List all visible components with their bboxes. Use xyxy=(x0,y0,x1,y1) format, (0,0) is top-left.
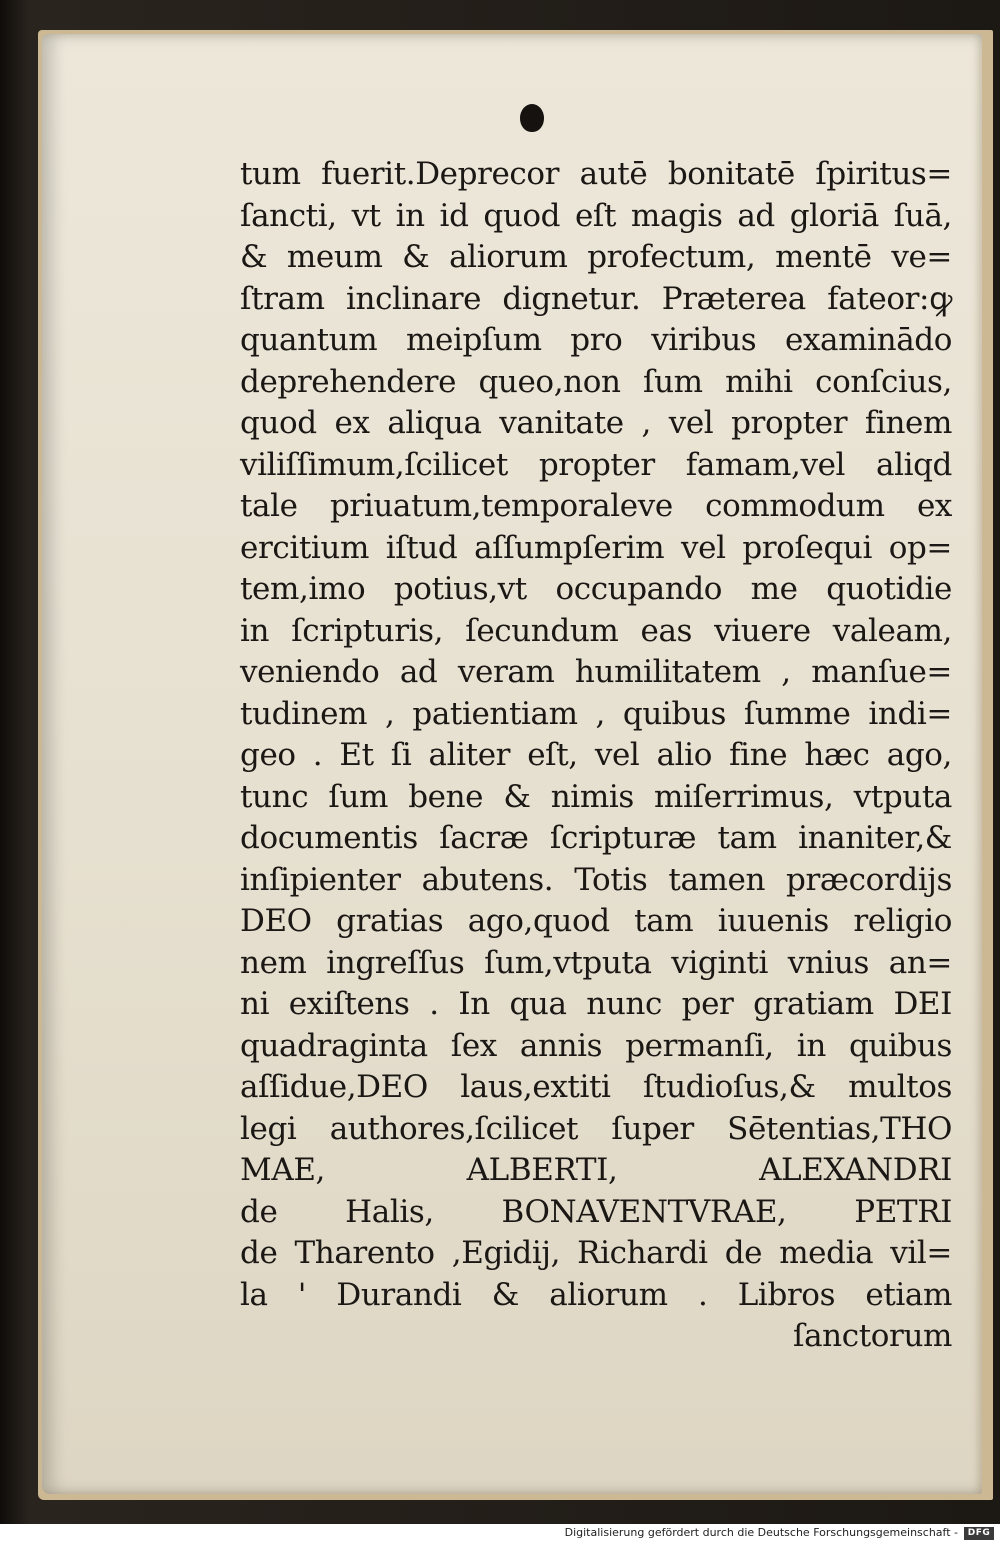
text-line: ercitium iſtud aſſumpſerim vel proſequi op= xyxy=(240,529,952,566)
text-line: & meum & aliorum profectum, mentē ve= xyxy=(240,239,952,275)
text-line: inſipienter abutens. Totis tamen præcordijs xyxy=(240,861,952,898)
text-line: la ' Durandi & aliorum . Libros etiam xyxy=(240,1276,952,1313)
footer-bar xyxy=(0,1524,1000,1544)
text-line: quod ex aliqua vanitate , vel propter finem xyxy=(240,405,952,441)
text-line: tudinem , patientiam , quibus ſumme indi= xyxy=(240,695,952,732)
text-line: legi authores,ſcilicet ſuper Sētentias,THO xyxy=(240,1110,952,1147)
text-line: geo . Et ſi aliter eſt, vel alio fine hæc ago, xyxy=(240,737,952,773)
footer-credit: Digitalisierung gefördert durch die Deutsche Forschungsgemeinschaft - xyxy=(564,1526,958,1539)
text-line: nem ingreſſus ſum,vtputa viginti vnius an= xyxy=(240,944,952,981)
text-line: documentis ſacræ ſcripturæ tam inaniter,& xyxy=(240,820,952,856)
text-line: tunc ſum bene & nimis miſerrimus, vtputa xyxy=(240,778,952,815)
text-line: tale priuatum,temporaleve commodum ex xyxy=(240,488,952,524)
catchword: ſanctorum xyxy=(793,1318,952,1354)
text-line: de Halis, BONAVENTVRAE, PETRI xyxy=(240,1193,952,1230)
text-line: DEO gratias ago,quod tam iuuenis religio xyxy=(240,903,952,939)
text-line: in ſcripturis, ſecundum eas viuere valeam, xyxy=(240,612,952,649)
text-line: veniendo ad veram humilitatem , manſue= xyxy=(240,654,952,690)
text-line: tum fuerit.Deprecor autē bonitatē ſpiritus= xyxy=(240,156,952,192)
text-line: quadraginta ſex annis permanſi, in quibus xyxy=(240,1027,952,1064)
dfg-logo: DFG xyxy=(964,1527,994,1540)
text-line: ni exiſtens . In qua nunc per gratiam DEI xyxy=(240,986,952,1022)
text-line: ſtram inclinare dignetur. Præterea fateor:ꝙ xyxy=(240,280,952,317)
text-line: de Tharento ,Egidij, Richardi de media vil= xyxy=(240,1235,952,1271)
text-line: ſancti, vt in id quod eſt magis ad gloriā ſuā, xyxy=(240,197,952,234)
text-line: quantum meipſum pro viribus examinādo xyxy=(240,322,952,358)
text-line: viliſſimum,ſcilicet propter famam,vel aliqd xyxy=(240,446,952,483)
text-line: MAE, ALBERTI, ALEXANDRI xyxy=(240,1152,952,1188)
text-line: deprehendere queo,non ſum mihi conſcius, xyxy=(240,363,952,400)
text-block xyxy=(240,154,952,1358)
text-line: aſſidue,DEO laus,extiti ſtudioſus,& multos xyxy=(240,1069,952,1105)
text-line: tem,imo potius,vt occupando me quotidie xyxy=(240,571,952,607)
ornament-mark xyxy=(520,104,544,132)
